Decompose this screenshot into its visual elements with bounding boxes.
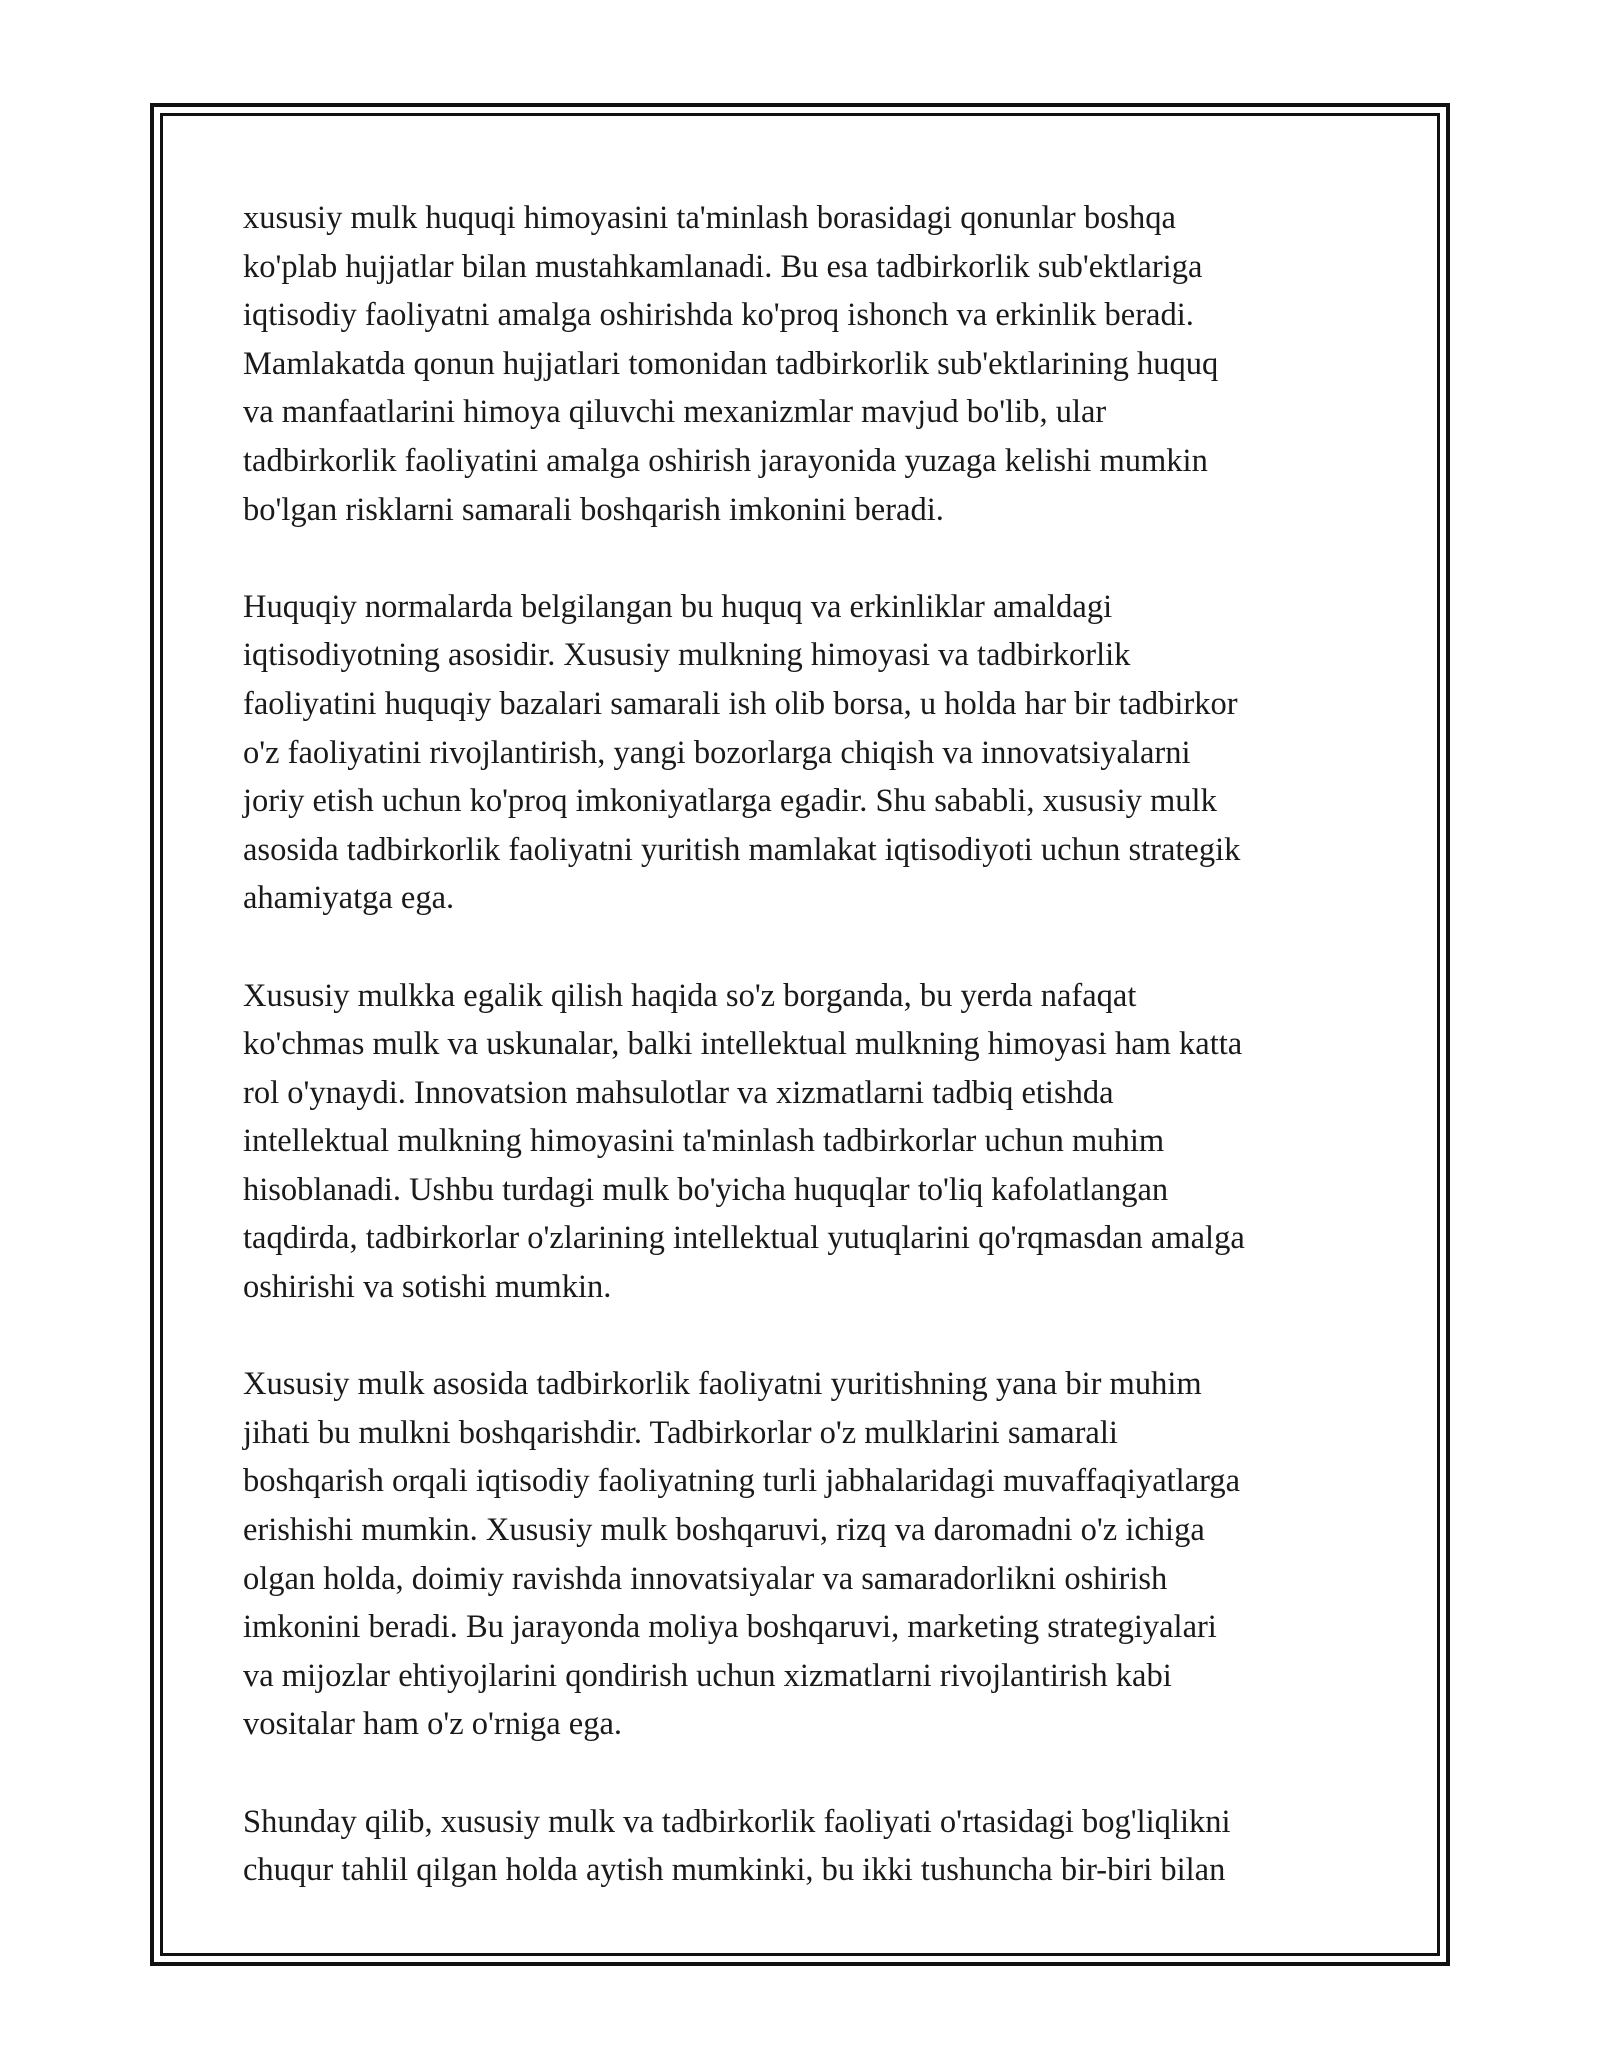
text-line: Shunday qilib, xususiy mulk va tadbirkorlik faoliyati o'rtasidagi bog'liqlikni <box>243 1803 1231 1840</box>
text-line: Xususiy mulk asosida tadbirkorlik faoliyatni yuritishning yana bir muhim <box>243 1366 1202 1403</box>
paragraph-5 <box>243 1798 1383 1895</box>
text-line: Xususiy mulkka egalik qilish haqida so'z borganda, bu yerda nafaqat <box>243 977 1137 1014</box>
text-line: Mamlakatda qonun hujjatlari tomonidan tadbirkorlik sub'ektlarining huquq <box>243 345 1219 382</box>
text-line: vositalar ham o'z o'rniga ega. <box>243 1706 623 1743</box>
text-line: asosida tadbirkorlik faoliyatni yuritish mamlakat iqtisodiyoti uchun strategik <box>243 831 1241 868</box>
text-line: oshirishi va sotishi mumkin. <box>243 1269 612 1306</box>
text-line: o'z faoliyatini rivojlantirish, yangi bozorlarga chiqish va innovatsiyalarni <box>243 734 1191 771</box>
text-line: ahamiyatga ega. <box>243 880 455 917</box>
text-line: hisoblanadi. Ushbu turdagi mulk bo'yicha huquqlar to'liq kafolatlangan <box>243 1171 1169 1208</box>
paragraph-4 <box>243 1360 1383 1749</box>
text-line: olgan holda, doimiy ravishda innovatsiyalar va samaradorlikni oshirish <box>243 1560 1168 1597</box>
text-line: chuqur tahlil qilgan holda aytish mumkinki, bu ikki tushuncha bir-biri bilan <box>243 1852 1226 1889</box>
text-line: boshqarish orqali iqtisodiy faoliyatning turli jabhalaridagi muvaffaqiyatlarga <box>243 1463 1241 1500</box>
text-line: intellektual mulkning himoyasini ta'minlash tadbirkorlar uchun muhim <box>243 1123 1165 1160</box>
paragraph-1 <box>243 194 1383 534</box>
text-line: va mijozlar ehtiyojlarini qondirish uchun xizmatlarni rivojlantirish kabi <box>243 1657 1172 1694</box>
text-line: Huquqiy normalarda belgilangan bu huquq va erkinliklar amaldagi <box>243 588 1113 625</box>
text-line: iqtisodiyotning asosidir. Xususiy mulkning himoyasi va tadbirkorlik <box>243 637 1131 674</box>
document-body <box>243 194 1383 1943</box>
text-line: faoliyatini huquqiy bazalari samarali ish olib borsa, u holda har bir tadbirkor <box>243 685 1238 722</box>
text-line: joriy etish uchun ko'proq imkoniyatlarga egadir. Shu sababli, xususiy mulk <box>243 783 1217 820</box>
text-line: va manfaatlarini himoya qiluvchi mexanizmlar mavjud bo'lib, ular <box>243 394 1107 431</box>
text-line: imkonini beradi. Bu jarayonda moliya boshqaruvi, marketing strategiyalari <box>243 1609 1217 1646</box>
text-line: iqtisodiy faoliyatni amalga oshirishda ko'proq ishonch va erkinlik beradi. <box>243 297 1194 334</box>
paragraph-2 <box>243 583 1383 923</box>
page-border-outer <box>150 103 1450 1966</box>
text-line: tadbirkorlik faoliyatini amalga oshirish jarayonida yuzaga kelishi mumkin <box>243 442 1208 479</box>
text-line: rol o'ynaydi. Innovatsion mahsulotlar va xizmatlarni tadbiq etishda <box>243 1074 1114 1111</box>
text-line: bo'lgan risklarni samarali boshqarish imkonini beradi. <box>243 491 944 528</box>
text-line: taqdirda, tadbirkorlar o'zlarining intellektual yutuqlarini qo'rqmasdan amalga <box>243 1220 1245 1257</box>
paragraph-3 <box>243 972 1383 1312</box>
text-line: jihati bu mulkni boshqarishdir. Tadbirkorlar o'z mulklarini samarali <box>243 1414 1118 1451</box>
text-line: erishishi mumkin. Xususiy mulk boshqaruvi, rizq va daromadni o'z ichiga <box>243 1512 1205 1549</box>
text-line: xususiy mulk huquqi himoyasini ta'minlash borasidagi qonunlar boshqa <box>243 200 1176 236</box>
text-line: ko'plab hujjatlar bilan mustahkamlanadi. Bu esa tadbirkorlik sub'ektlariga <box>243 248 1203 285</box>
page-border-inner <box>160 113 1440 1956</box>
text-line: ko'chmas mulk va uskunalar, balki intellektual mulkning himoyasi ham katta <box>243 1026 1243 1063</box>
